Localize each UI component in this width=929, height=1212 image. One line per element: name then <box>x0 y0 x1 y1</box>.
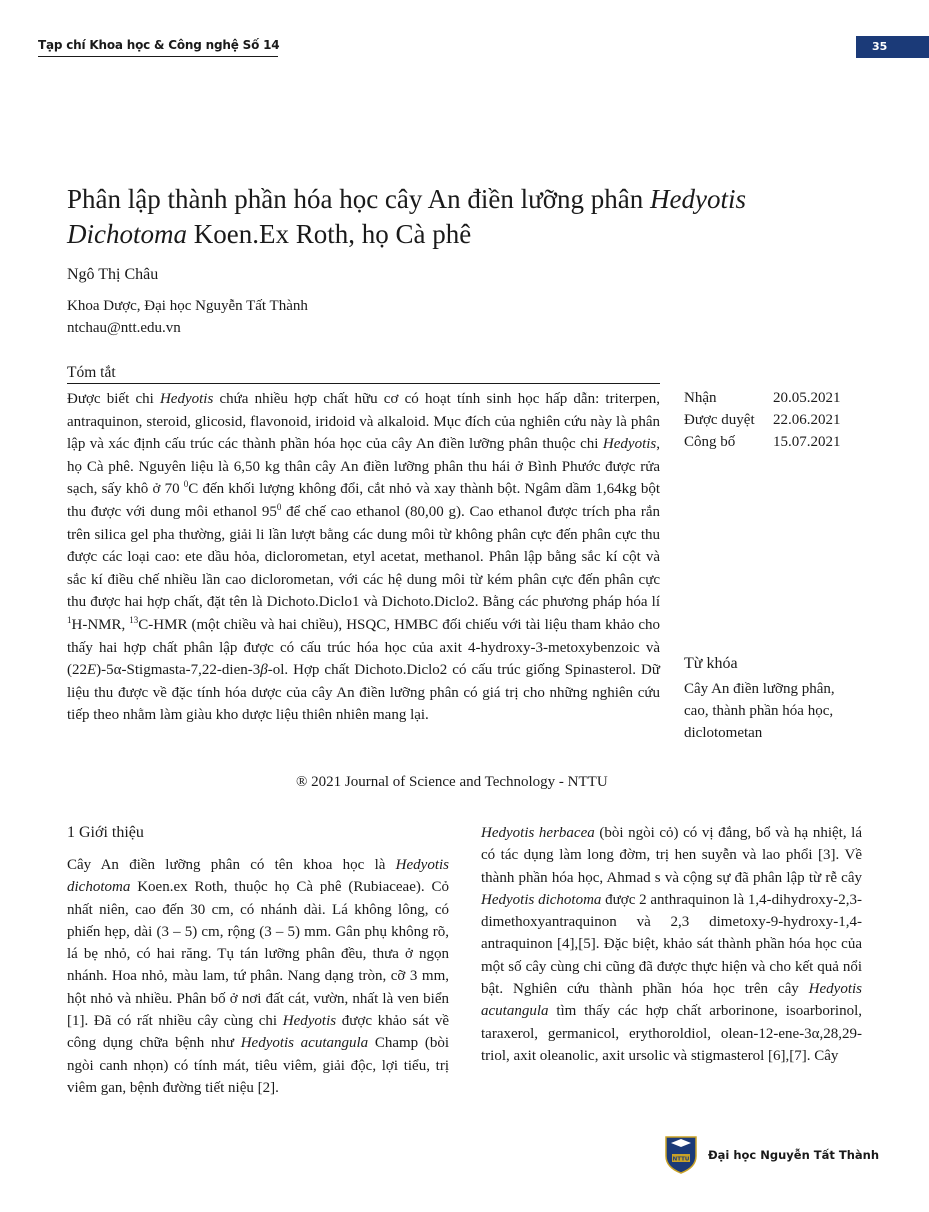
intro-right-column <box>481 822 862 1067</box>
abstract-text: Được biết chi Hedyotis chứa nhiều hợp chất hữu cơ có hoạt tính sinh học hấp dẫn: triterpen, antraquinon, steroid, glicosid, flavonoid, iridoid và alkaloid. Mục đích của nghiên cứu này là phân lập và xác định cấu trúc các thành phần hóa học của cây An điền lưỡng phân thuộc chi Hedyotis, họ Cà phê. Nguyên liệu là 6,50 kg thân cây An điền lưỡng phân thu hái ở Bình Phước được rửa sạch, sấy khô ở 70 $^0$C đến khối lượng không đổi, cắt nhỏ và xay thành bột. Ngâm dầm 1,64kg bột thu được với dung môi ethanol $95^0$ để chế cao ethanol (80,00 g). Cao ethanol được trích pha rắn trên silica gel pha thường, giải li lần lượt bằng các dung môi từ không phân cực đến phân cực thu được các loại cao: ete dầu hỏa, diclorometan, etyl acetat, methanol. Phân lập bằng sắc kí cột và sắc kí điều chế nhiều lần cao diclorometan, với các hệ dung môi từ kém phân cực đến phân cực thu được hai hợp chất, đặt tên là Dichoto.Diclo1 và Dichoto.Diclo2. Bằng các phương pháp hóa lí $^1$H-NMR, $^{13}$C-HMR (một chiều và hai chiều), HSQC, HMBC đối chiếu với tài liệu tham khảo cho thấy hai hợp chất phân lập được có cấu trúc hóa học của axit 4-hydroxy-3-metoxybenzoic và (22E)-5α-Stigmasta-7,22-dien-3β-ol. Hợp chất Dichoto.Diclo2 có cấu trúc giống Spinasterol. Dữ liệu thu được về đặc tính hóa dược của cây An điền lưỡng phân có giá trị cho những nghiên cứu tiếp theo nhằm làm giàu kho dược liệu thiên nhiên mang lại. <box>67 391 660 724</box>
date-row-accepted <box>684 409 841 431</box>
university-logo-icon <box>663 1134 699 1174</box>
date-value: 15.07.2021 <box>773 434 841 450</box>
date-label: Công bố <box>684 434 736 450</box>
author-email[interactable]: ntchau@ntt.edu.vn <box>67 320 181 336</box>
footer-university-name: Đại học Nguyễn Tất Thành <box>708 1148 880 1162</box>
article-dates <box>684 387 841 453</box>
author-name: Ngô Thị Châu <box>67 266 159 283</box>
page-number-badge: 35 <box>856 36 929 58</box>
intro-left-column <box>67 822 449 1099</box>
article-title: Phân lập thành phần hóa học cây An điền lưỡng phân Hedyotis Dichotoma Koen.Ex Roth, họ Cà phê <box>67 184 747 249</box>
intro-paragraph-right: Hedyotis herbacea (bòi ngòi cỏ) có vị đắng, bổ và hạ nhiệt, lá có tác dụng làm long đờm, trị hen suyễn và lao phổi [3]. Về thành phần hóa học, Ahmad s và cộng sự đã phân lập từ rễ cây Hedyotis dichotoma được 2 anthraquinon là 1,4-dihydroxy-2,3-dimethoxyantraquinon và 2,3 dimetoxy-9-hydroxy-1,4-antraquinon [4],[5]. Đặc biệt, khảo sát thành phần hóa học của một số cây cùng chi cũng đã được thực hiện và cho kết quả nổi bật. Nghiên cứu thành phần hóa học trên cây Hedyotis acutangula tìm thấy các hợp chất arborinone, isoarborinol, taraxerol, germanicol, erythoroldiol, olean-12-ene-3α,28,29-triol, axit oleanolic, axit ursolic và stigmasterol [6],[7]. Cây <box>481 825 862 1064</box>
date-label: Được duyệt <box>684 412 755 428</box>
date-row-published <box>684 431 841 453</box>
copyright-line: ® 2021 Journal of Science and Technology - NTTU <box>296 774 608 790</box>
date-row-received <box>684 387 841 409</box>
keywords-heading: Từ khóa <box>684 655 738 672</box>
header-rule <box>38 56 278 57</box>
logo-text: NTTU <box>672 1156 690 1163</box>
date-label: Nhận <box>684 390 717 406</box>
section-heading-intro: 1 Giới thiệu <box>67 824 144 841</box>
date-value: 20.05.2021 <box>773 390 841 406</box>
keywords-text: Cây An điền lưỡng phân, cao, thành phần hóa học, diclotometan <box>684 681 835 741</box>
intro-paragraph-left: Cây An điền lưỡng phân có tên khoa học là Hedyotis dichotoma Koen.ex Roth, thuộc họ Cà phê (Rubiaceae). Cỏ nhất niên, cao đến 30 cm, có nhánh dài. Lá không lông, có phiến hẹp, dài (3 – 5) cm, rộng (3 – 5) mm. Gân phụ không rõ, lá bẹ nhỏ, có hai răng. Tụ tán lưỡng phân đều, thưa ở ngọn nhánh. Hoa nhỏ, màu lam, tứ phân. Nang dạng tròn, cỡ 3 mm, hột nhỏ và nhiều. Phân bố ở nơi đất cát, vườn, nhất là ven biển [1]. Đã có rất nhiều cây cùng chi Hedyotis được khảo sát về công dụng chữa bệnh như Hedyotis acutangula Champ (bòi ngòi canh nhọn) có tính mát, tiêu viêm, giải độc, lợi tiểu, trị viêm gan, bệnh đường tiết niệu [2]. <box>67 857 450 1096</box>
abstract-heading: Tóm tắt <box>67 364 116 381</box>
date-value: 22.06.2021 <box>773 412 841 428</box>
journal-header: Tạp chí Khoa học & Công nghệ Số 14 <box>38 38 280 52</box>
affiliation: Khoa Dược, Đại học Nguyễn Tất Thành <box>67 298 308 314</box>
abstract-rule <box>67 383 660 384</box>
